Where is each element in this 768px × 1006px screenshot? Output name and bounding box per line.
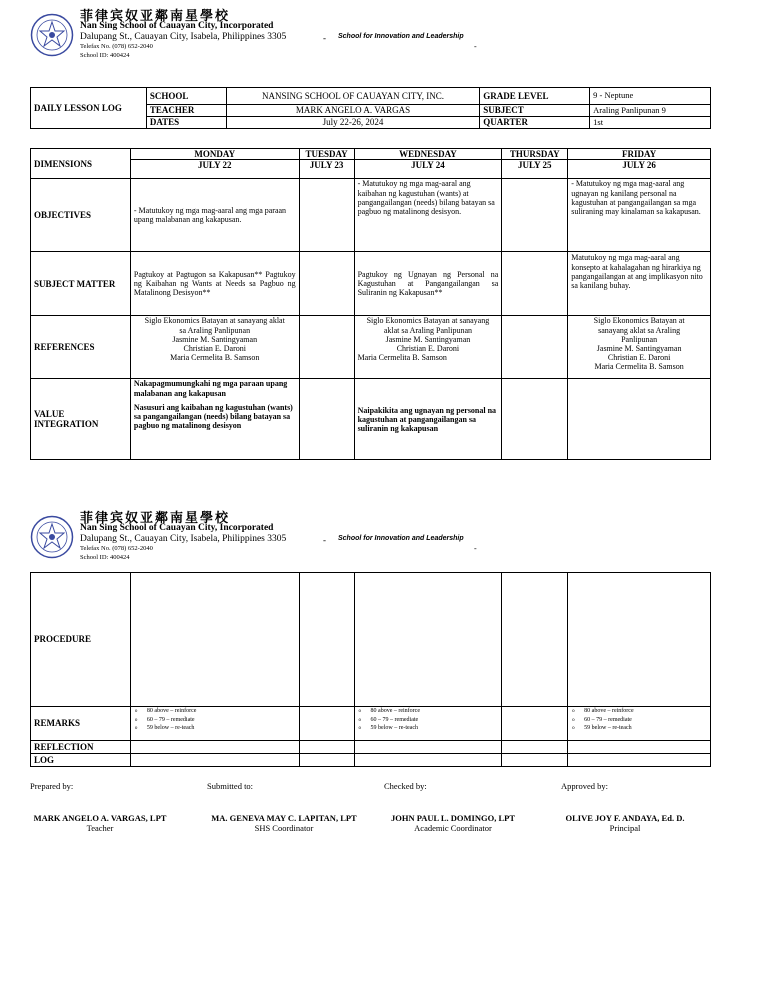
reflection-friday: [568, 741, 711, 754]
tagline: School for Innovation and Leadership: [338, 33, 464, 40]
reference-line: Siglo Ekonomics Batayan at sanayang aklat: [144, 316, 285, 326]
procedure-label: PROCEDURE: [31, 573, 131, 707]
remark-item: o 59 below – re-teach: [372, 724, 499, 733]
reference-line: Christian E. Daroni: [183, 343, 246, 353]
procedure-tuesday: [299, 573, 354, 707]
reflection-tuesday: [299, 741, 354, 754]
reference-line: Siglo Ekonomics Batayan at: [593, 316, 685, 326]
subject-matter-thursday: [502, 252, 568, 316]
reference-line: Jasmine M. Santingyaman: [172, 334, 258, 344]
value-text: Nasusuri ang kaibahan ng kagustuhan (wants) sa pangangailangan (needs) bilang batayan sa pagbuo ng matalinong desisyon: [133, 402, 293, 431]
value-text: Nakapagmumungkahi ng mga paraan upang malabanan ang kakapusan: [133, 379, 288, 398]
subject-matter-label: SUBJECT MATTER: [31, 252, 131, 316]
remarks-thursday: [502, 707, 568, 741]
remark-item: o 60 – 79 – remediate: [585, 716, 707, 725]
signatory-title: Principal: [609, 823, 641, 833]
quarter-value: 1st: [590, 117, 711, 129]
signatory-title: Teacher: [86, 823, 114, 833]
date-thursday: JULY 25: [502, 160, 568, 179]
remark-item: o 80 above – reinforce: [372, 707, 499, 716]
subject-matter-wednesday: Pagtukoy ng Ugnayan ng Personal na Kagustuhan at Pangangailangan sa Suliranin ng Kakapusan**: [354, 252, 502, 316]
grade-value: 9 - Neptune: [590, 88, 711, 105]
telefax: Telefax No. (078) 652-2040: [80, 545, 153, 552]
day-thursday: THURSDAY: [502, 149, 568, 160]
log-label: LOG: [31, 754, 131, 767]
grade-label: GRADE LEVEL: [480, 88, 590, 105]
signatory-name: JOHN PAUL L. DOMINGO, LPT: [390, 813, 516, 823]
reference-line: Christian E. Daroni: [607, 353, 671, 363]
objectives-monday: - Matutukoy ng mga mag-aaral ang mga paraan upang malabanan ang kakapusan.: [130, 179, 299, 252]
reflection-monday: [130, 741, 299, 754]
value-integration-thursday: [502, 379, 568, 460]
objectives-label: OBJECTIVES: [31, 179, 131, 252]
tagline-dash: -: [474, 42, 477, 51]
log-tuesday: [299, 754, 354, 767]
school-name: Nan Sing School of Cauayan City, Incorporated: [80, 21, 274, 31]
objectives-friday: - Matutukoy ng mga mag-aaral ang ugnayan ng kanilang personal na kagustuhan at pangangailangan sa mga suliraning may kinalaman sa kakapusan.: [568, 179, 711, 252]
school-id: School ID: 400424: [80, 52, 130, 59]
dates-value: July 22-26, 2024: [226, 117, 480, 129]
reference-line: Jasmine M. Santingyaman: [596, 343, 682, 353]
teacher-label: TEACHER: [146, 105, 226, 117]
procedure-monday: [130, 573, 299, 707]
remark-item: o 80 above – reinforce: [585, 707, 707, 716]
reference-line: sa Araling Panlipunan: [179, 325, 251, 335]
day-tuesday: TUESDAY: [299, 149, 354, 160]
signatory-title: SHS Coordinator: [254, 823, 314, 833]
objectives-tuesday: [299, 179, 354, 252]
approved-by-label: Approved by:: [561, 781, 608, 791]
reference-line: Maria Cermelita B. Samson: [594, 362, 684, 372]
references-thursday: [502, 316, 568, 379]
date-monday: JULY 22: [130, 160, 299, 179]
telefax: Telefax No. (078) 652-2040: [80, 43, 153, 50]
chinese-school-name: 菲律宾奴亚鄰南星學校: [80, 511, 231, 526]
reference-line: aklat sa Araling Panlipunan: [383, 325, 473, 335]
remarks-wednesday: [354, 707, 502, 741]
remarks-label: REMARKS: [31, 707, 131, 741]
school-value: NANSING SCHOOL OF CAUAYAN CITY, INC.: [226, 88, 480, 105]
prepared-by-label: Prepared by:: [30, 781, 74, 791]
school-seal-icon: [30, 13, 74, 57]
signatory-coordinator: [206, 813, 362, 833]
dates-label: DATES: [146, 117, 226, 129]
signatory-academic-coordinator: [383, 813, 523, 833]
references-friday: [568, 316, 711, 379]
remark-item: o 60 – 79 – remediate: [148, 716, 296, 725]
signatory-principal: [560, 813, 690, 833]
value-integration-wednesday: Naipakikita ang ugnayan ng personal na kagustuhan at pangangailangan sa suliranin ng kakapusan: [354, 379, 502, 460]
value-integration-label: VALUE INTEGRATION: [31, 379, 131, 460]
signatory-name: MARK ANGELO A. VARGAS, LPT: [33, 813, 167, 823]
school-label: SCHOOL: [146, 88, 226, 105]
school-name: Nan Sing School of Cauayan City, Incorporated: [80, 523, 274, 533]
log-monday: [130, 754, 299, 767]
references-monday: [130, 316, 299, 379]
procedure-table: [30, 572, 711, 767]
reference-line: Maria Cermelita B. Samson: [357, 353, 447, 363]
subject-matter-friday: Matutukoy ng mga mag-aaral ang konsepto at kahalagahan ng hirarkiya ng pangangailangan at ang implikasyon nito sa kanilang buhay.: [568, 252, 711, 316]
value-integration-tuesday: [299, 379, 354, 460]
log-wednesday: [354, 754, 502, 767]
references-tuesday: [299, 316, 354, 379]
log-friday: [568, 754, 711, 767]
remarks-friday: [568, 707, 711, 741]
school-seal-icon: [30, 515, 74, 559]
reference-line: Christian E. Daroni: [396, 343, 460, 353]
signatory-name: MA. GENEVA MAY C. LAPITAN, LPT: [211, 813, 357, 823]
submitted-to-label: Submitted to:: [207, 781, 254, 791]
subject-matter-monday: Pagtukoy at Pagtugon sa Kakapusan** Pagtukoy ng Kaibahan ng Wants at Needs sa Pagbuo ng Matalinong Desisyon**: [130, 252, 299, 316]
dimensions-label: DIMENSIONS: [31, 149, 131, 179]
reflection-label: REFLECTION: [31, 741, 131, 754]
subject-value: Araling Panlipunan 9: [590, 105, 711, 117]
references-label: REFERENCES: [31, 316, 131, 379]
day-wednesday: WEDNESDAY: [354, 149, 502, 160]
day-friday: FRIDAY: [568, 149, 711, 160]
remark-item: o 59 below – re-teach: [148, 724, 296, 733]
reference-line: Maria Cermelita B. Samson: [170, 353, 260, 363]
checked-by-label: Checked by:: [384, 781, 427, 791]
teacher-value: MARK ANGELO A. VARGAS: [226, 105, 480, 117]
objectives-wednesday: - Matutukoy ng mga mag-aaral ang kaibahan ng kagustuhan (wants) at pangangailangan (needs) bilang batayan sa pagbuo ng matalinong desisyon.: [354, 179, 502, 252]
reference-line: Jasmine M. Santingyaman: [385, 334, 471, 344]
school-address: Dalupang St., Cauayan City, Isabela, Philippines 3305: [80, 32, 287, 42]
subject-label: SUBJECT: [480, 105, 590, 117]
day-monday: MONDAY: [130, 149, 299, 160]
header-dash: -: [323, 33, 326, 43]
signatory-teacher: [30, 813, 170, 833]
remark-item: o 80 above – reinforce: [148, 707, 296, 716]
tagline-dash: -: [474, 544, 477, 553]
tagline: School for Innovation and Leadership: [338, 535, 464, 542]
remark-item: o 60 – 79 – remediate: [372, 716, 499, 725]
log-thursday: [502, 754, 568, 767]
date-wednesday: JULY 24: [354, 160, 502, 179]
date-friday: JULY 26: [568, 160, 711, 179]
value-integration-monday: [130, 379, 299, 460]
reference-line: Panlipunan: [621, 334, 658, 344]
value-integration-friday: [568, 379, 711, 460]
remarks-tuesday: [299, 707, 354, 741]
references-wednesday: [354, 316, 502, 379]
reflection-thursday: [502, 741, 568, 754]
remark-item: o 59 below – re-teach: [585, 724, 707, 733]
reference-line: sanayang aklat sa Araling: [598, 325, 681, 335]
reference-line: Siglo Ekonomics Batayan at sanayang: [366, 316, 490, 326]
daily-lesson-log-title: DAILY LESSON LOG: [31, 88, 147, 129]
objectives-thursday: [502, 179, 568, 252]
quarter-label: QUARTER: [480, 117, 590, 129]
lesson-plan-table: [30, 148, 711, 460]
procedure-friday: [568, 573, 711, 707]
subject-matter-tuesday: [299, 252, 354, 316]
reflection-wednesday: [354, 741, 502, 754]
header-dash: -: [323, 535, 326, 545]
signatory-title: Academic Coordinator: [414, 823, 492, 833]
procedure-thursday: [502, 573, 568, 707]
chinese-school-name: 菲律宾奴亚鄰南星學校: [80, 9, 231, 24]
procedure-wednesday: [354, 573, 502, 707]
school-address: Dalupang St., Cauayan City, Isabela, Philippines 3305: [80, 534, 287, 544]
date-tuesday: JULY 23: [299, 160, 354, 179]
school-id: School ID: 400424: [80, 554, 130, 561]
signatory-name: OLIVE JOY F. ANDAYA, Ed. D.: [565, 813, 685, 823]
lesson-info-table: [30, 87, 711, 129]
remarks-monday: [130, 707, 299, 741]
